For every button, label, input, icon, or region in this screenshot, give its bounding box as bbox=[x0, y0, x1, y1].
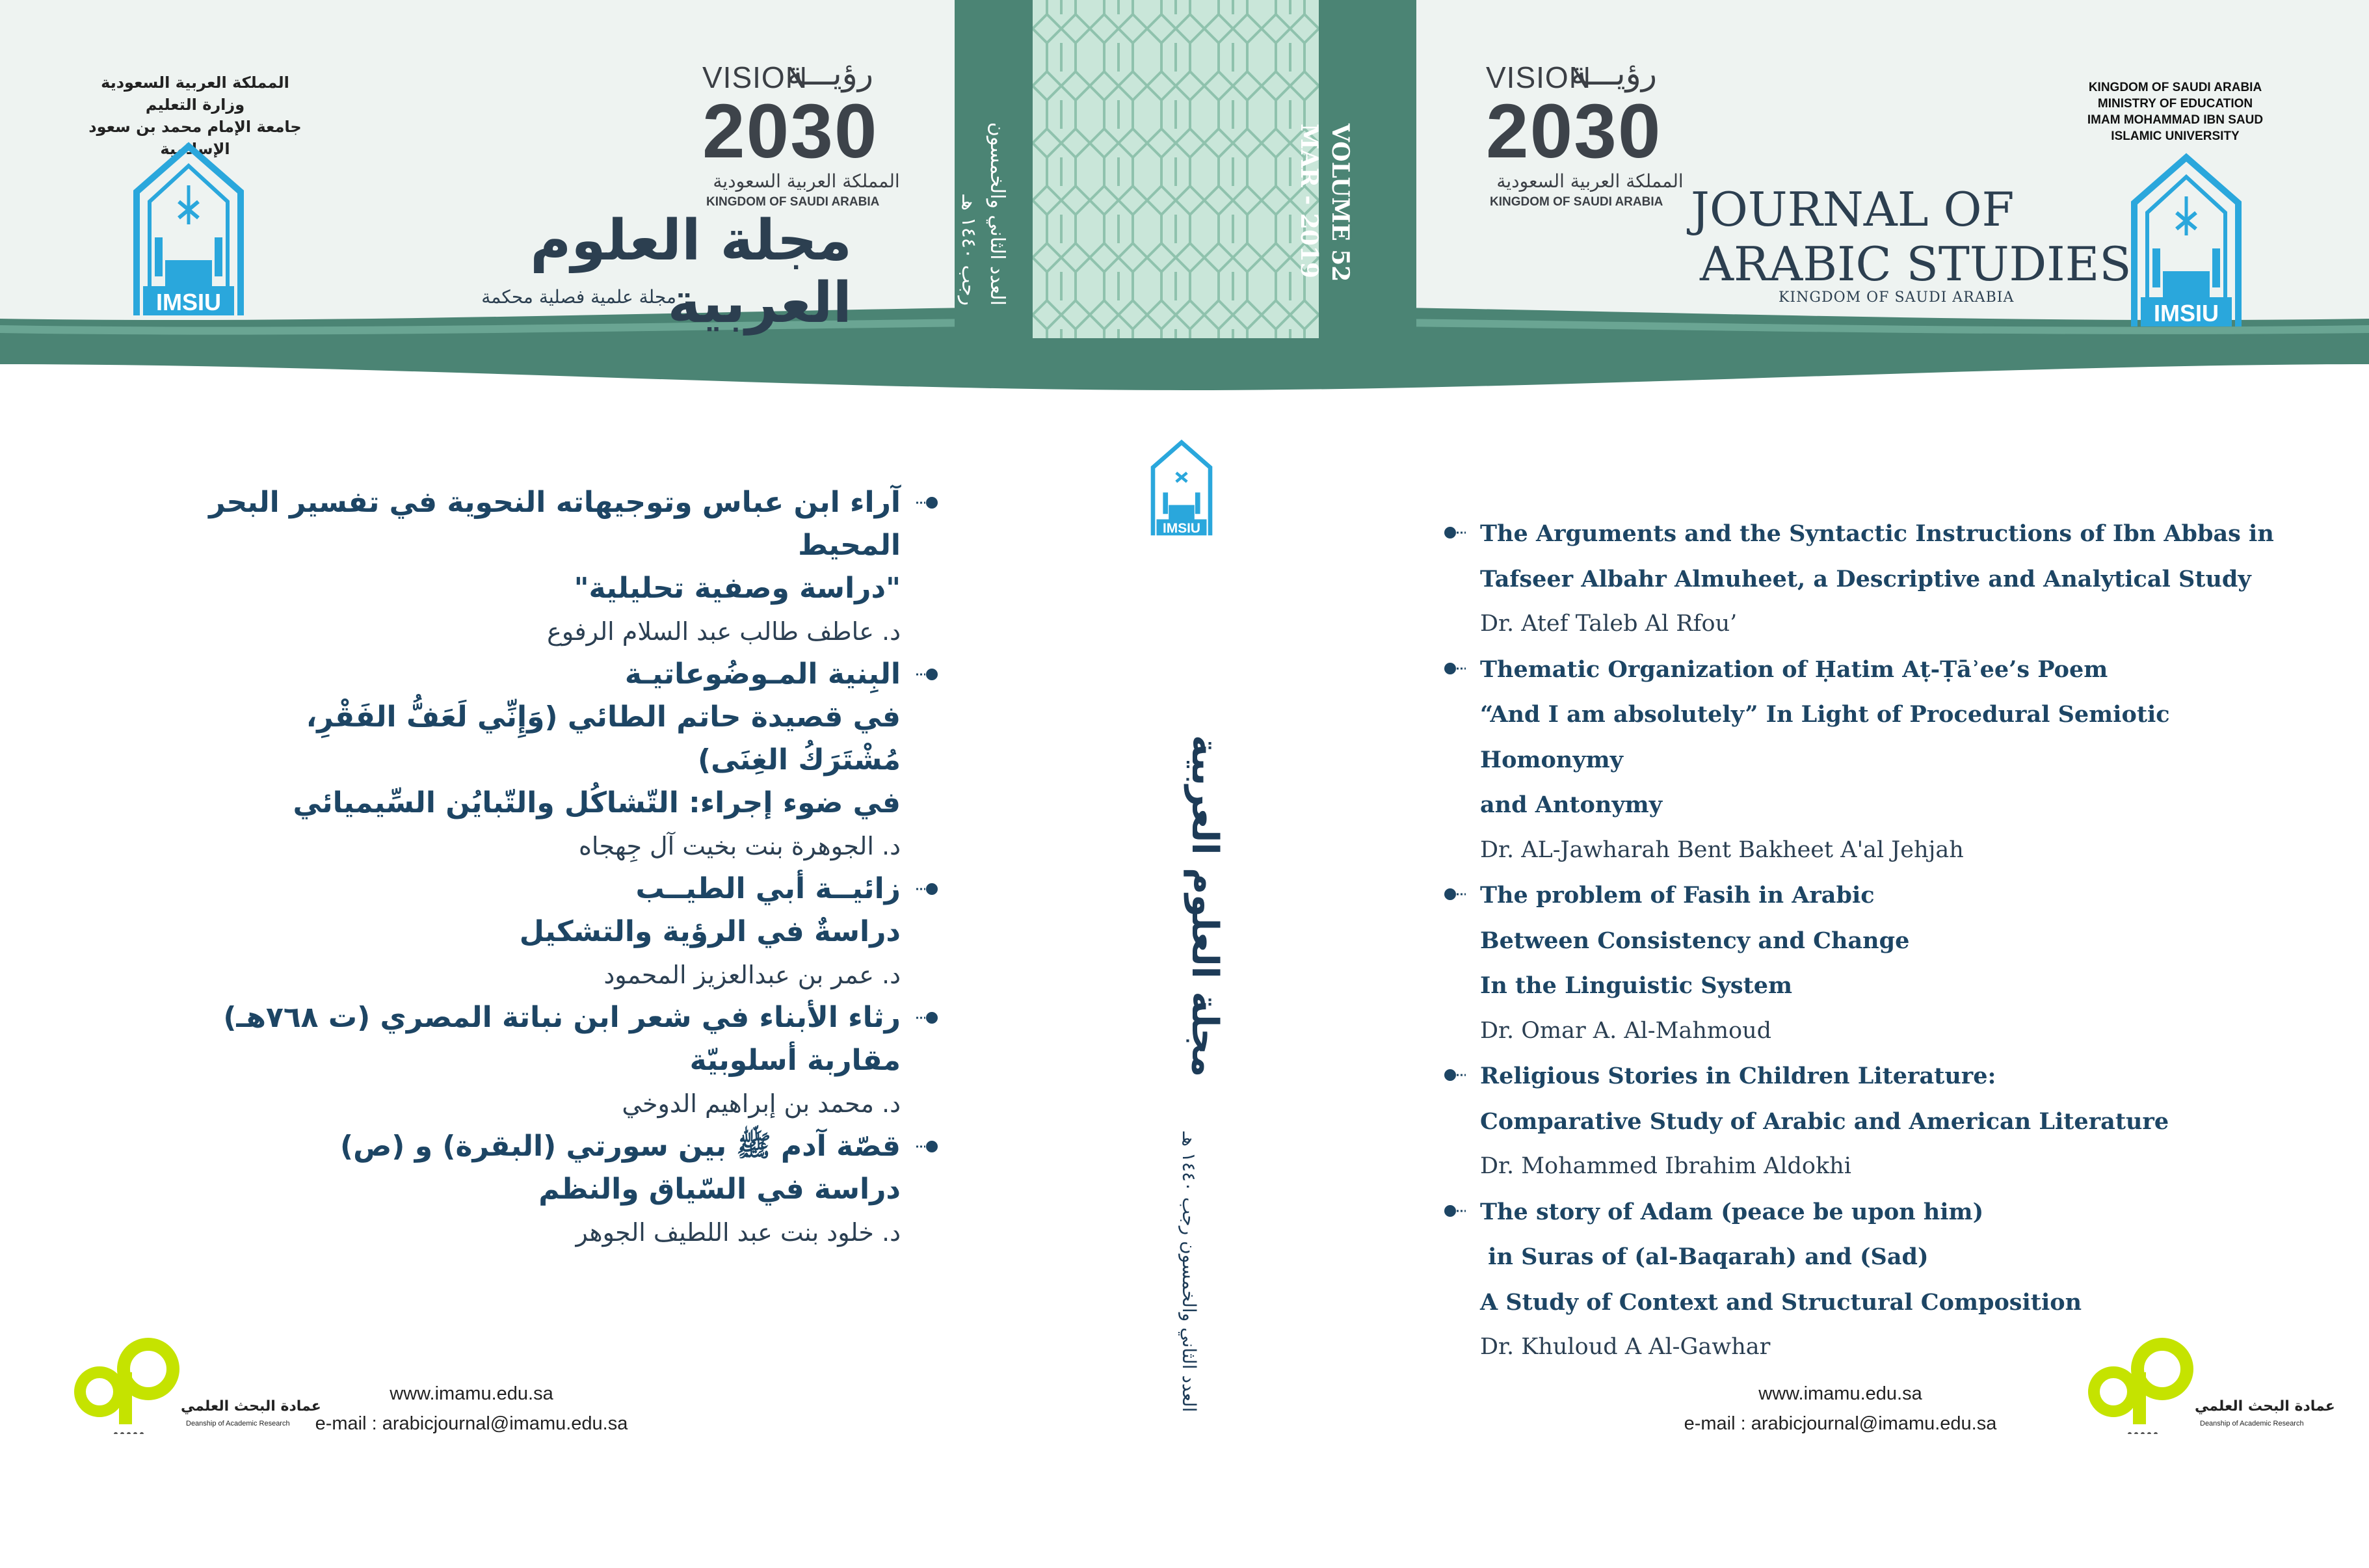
vision-kingdom-en: KINGDOM OF SAUDI ARABIA bbox=[706, 195, 880, 209]
journal-title-arabic: مجلة العلوم العربية bbox=[530, 208, 852, 336]
arabic-article bbox=[195, 868, 940, 996]
website-link[interactable]: www.imamu.edu.sa bbox=[1758, 1383, 1922, 1404]
article-author: د. عاطف طالب عبد السلام الرفوع bbox=[547, 617, 901, 646]
website-link[interactable]: www.imamu.edu.sa bbox=[390, 1383, 553, 1404]
article-title-line: and Antonymy bbox=[1480, 791, 1663, 818]
footer-contact-left bbox=[289, 1379, 654, 1439]
article-title-line: رثاء الأبناء في شعر ابن نباتة المصري (ت ٧٦٨هـ) bbox=[223, 1001, 901, 1034]
english-article bbox=[1442, 1054, 2307, 1189]
spine-issue-line-1: العدد الثاني والخمسون bbox=[986, 122, 1009, 306]
email-link[interactable]: e-mail : arabicjournal@imamu.edu.sa bbox=[1684, 1413, 1997, 1434]
ksa-en-line-4: ISLAMIC UNIVERSITY bbox=[2111, 129, 2240, 143]
vision-2030-logo-left bbox=[702, 55, 917, 209]
title-en-line-2: ARABIC STUDIES bbox=[1700, 237, 2132, 291]
article-title-line: The problem of Fasih in Arabic bbox=[1480, 882, 1875, 909]
ksa-en-line-1: KINGDOM OF SAUDI ARABIA bbox=[2088, 81, 2262, 94]
article-title-line: في قصيدة حاتم الطائي (وَإِنِّي لَعَفُّ الفَقْرِ، مُشْتَرَكُ الغِنَى) bbox=[306, 700, 901, 777]
journal-subtitle-arabic: مجلة علمية فصلية محكمة bbox=[481, 286, 676, 308]
vision-kingdom-ar: المملكة العربية السعودية bbox=[713, 170, 900, 192]
article-title-line: A Study of Context and Structural Composition bbox=[1480, 1288, 2082, 1316]
article-title-line: The story of Adam (peace be upon him) bbox=[1480, 1198, 1984, 1225]
ksa-ar-line-2: وزارة التعليم bbox=[145, 96, 245, 114]
journal-title-english bbox=[1691, 182, 2132, 291]
email-link[interactable]: e-mail : arabicjournal@imamu.edu.sa bbox=[315, 1413, 628, 1434]
imsiu-logo-right bbox=[2121, 151, 2251, 326]
arabic-article-list bbox=[195, 481, 940, 1254]
spine-issue-line-2: رجب ١٤٤٠ هـ bbox=[957, 194, 980, 306]
spine-imsiu-logo bbox=[1146, 432, 1217, 542]
vision-year: 2030 bbox=[702, 88, 879, 174]
svg-text:IMSIU: IMSIU bbox=[1162, 520, 1201, 536]
article-author: Dr. Atef Taleb Al Rfou’ bbox=[1480, 611, 1738, 637]
ksa-ar-line-1: المملكة العربية السعودية bbox=[101, 73, 289, 92]
article-author: Dr. AL-Jawharah Bent Bakheet A'al Jehjah bbox=[1480, 836, 1964, 863]
bullet-icon bbox=[916, 1009, 940, 1026]
right-institution-block bbox=[2068, 79, 2283, 144]
deanship-logo-left bbox=[70, 1336, 321, 1434]
bullet-icon bbox=[916, 666, 940, 683]
vision-word: VISION bbox=[702, 60, 808, 94]
issue-date: MAR - 2019 bbox=[1295, 124, 1323, 278]
article-title-line: Religious Stories in Children Literature: bbox=[1480, 1063, 1996, 1089]
english-article bbox=[1442, 511, 2307, 647]
svg-text:IMSIU: IMSIU bbox=[155, 289, 222, 315]
article-author: Dr. Omar A. Al-Mahmoud bbox=[1480, 1017, 1772, 1044]
deanship-arabic: عمادة البحث العلمي bbox=[181, 1398, 321, 1415]
article-title-line: البِنية المـوضُوعاتيـة bbox=[624, 658, 901, 691]
article-title-line: In the Linguistic System bbox=[1480, 972, 1793, 999]
article-author: د. محمد بن إبراهيم الدوخي bbox=[622, 1089, 901, 1118]
bullet-icon bbox=[916, 494, 940, 511]
volume-number: VOLUME 52 bbox=[1327, 124, 1354, 282]
deanship-english: Deanship of Academic Research bbox=[2200, 1420, 2304, 1428]
ksa-ar-line-3: جامعة الإمام محمد بن سعود الإسلامية bbox=[88, 118, 302, 158]
english-article bbox=[1442, 647, 2307, 873]
title-en-line-1: JOURNAL OF bbox=[1691, 182, 2015, 237]
vision-kingdom-ar: المملكة العربية السعودية bbox=[1496, 170, 1684, 192]
article-title-line: آراء ابن عباس وتوجيهاته النحوية في تفسير البحر المحيط bbox=[209, 486, 901, 562]
vision-kingdom-en: KINGDOM OF SAUDI ARABIA bbox=[1490, 195, 1663, 209]
article-title-line: Comparative Study of Arabic and American Literature bbox=[1480, 1108, 2169, 1135]
bullet-icon bbox=[916, 881, 940, 897]
article-author: Dr. Khuloud A Al-Gawhar bbox=[1480, 1334, 1771, 1360]
article-title-line: Thematic Organization of Ḥatim Aṭ-Ṭāʾee’s Poem bbox=[1480, 656, 2108, 683]
article-title-line: “And I am absolutely” In Light of Procedural Semiotic Homonymy bbox=[1480, 701, 2170, 773]
arabic-article bbox=[195, 1125, 940, 1254]
deanship-arabic: عمادة البحث العلمي bbox=[2195, 1398, 2335, 1415]
bullet-icon bbox=[1442, 660, 1466, 677]
article-title-line: "دراسة وصفية تحليلية" bbox=[574, 572, 901, 605]
deanship-logo-right bbox=[2084, 1336, 2335, 1434]
bullet-icon bbox=[1442, 1067, 1466, 1083]
spine-title-arabic: مجلة العلوم العربية bbox=[1184, 735, 1226, 1078]
bullet-icon bbox=[1442, 1203, 1466, 1219]
article-title-line: Between Consistency and Change bbox=[1480, 927, 1910, 954]
article-title-line: دراسة في السّياق والنظم bbox=[538, 1173, 901, 1206]
spine-issue-arabic-top bbox=[954, 111, 1011, 306]
bullet-icon bbox=[916, 1138, 940, 1155]
article-title-line: قصّة آدم ﷺ بين سورتي (البقرة) و (ص) bbox=[340, 1130, 901, 1163]
article-author: د. عمر بن عبدالعزيز المحمود bbox=[603, 961, 901, 989]
footer-contact-right bbox=[1658, 1379, 2022, 1439]
article-title-line: دراسةٌ في الرؤية والتشكيل bbox=[519, 915, 901, 948]
article-title-line: زائيــة أبي الطيــب bbox=[635, 872, 901, 905]
spine-volume bbox=[1293, 124, 1356, 282]
vision-year: 2030 bbox=[1486, 88, 1662, 174]
article-title-line: Tafseer Albahr Almuheet, a Descriptive and Analytical Study bbox=[1480, 565, 2251, 592]
arabic-article bbox=[195, 481, 940, 653]
english-article bbox=[1442, 873, 2307, 1054]
article-title-line: في ضوء إجراء: التّشاكُل والتّبايُن السِّيميائي bbox=[293, 786, 901, 819]
arabic-article bbox=[195, 653, 940, 868]
arabic-article bbox=[195, 996, 940, 1125]
svg-text:IMSIU: IMSIU bbox=[2153, 300, 2219, 326]
ksa-en-line-2: MINISTRY OF EDUCATION bbox=[2097, 97, 2253, 111]
vision-2030-logo-right bbox=[1486, 55, 1701, 209]
article-title-line: The Arguments and the Syntactic Instructions of Ibn Abbas in bbox=[1480, 520, 2274, 547]
vision-arabic: رؤيـــة bbox=[787, 55, 873, 92]
vision-word: VISION bbox=[1486, 60, 1591, 94]
vision-arabic: رؤيـــة bbox=[1570, 55, 1657, 92]
article-author: د. خلود بنت عبد اللطيف الجوهر bbox=[576, 1218, 901, 1247]
article-title-line: مقاربة أسلوبيّة bbox=[689, 1044, 901, 1077]
english-article-list bbox=[1442, 511, 2307, 1370]
ksa-en-line-3: IMAM MOHAMMAD IBN SAUD bbox=[2087, 113, 2264, 127]
spine-issue-arabic: العدد الثاني والخمسون رجب ١٤٤٠ هـ bbox=[1178, 1132, 1200, 1413]
deanship-english: Deanship of Academic Research bbox=[186, 1420, 290, 1428]
imsiu-logo bbox=[124, 140, 254, 315]
bullet-icon bbox=[1442, 886, 1466, 903]
article-title-line: in Suras of (al-Baqarah) and (Sad) bbox=[1480, 1243, 1929, 1270]
spine-pattern bbox=[1033, 0, 1319, 338]
bullet-icon bbox=[1442, 524, 1466, 541]
article-author: د. الجوهرة بنت بخيت آل جِهجاه bbox=[578, 832, 901, 860]
journal-subtitle-english: KINGDOM OF SAUDI ARABIA bbox=[1779, 289, 2015, 306]
article-author: Dr. Mohammed Ibrahim Aldokhi bbox=[1480, 1153, 1851, 1179]
